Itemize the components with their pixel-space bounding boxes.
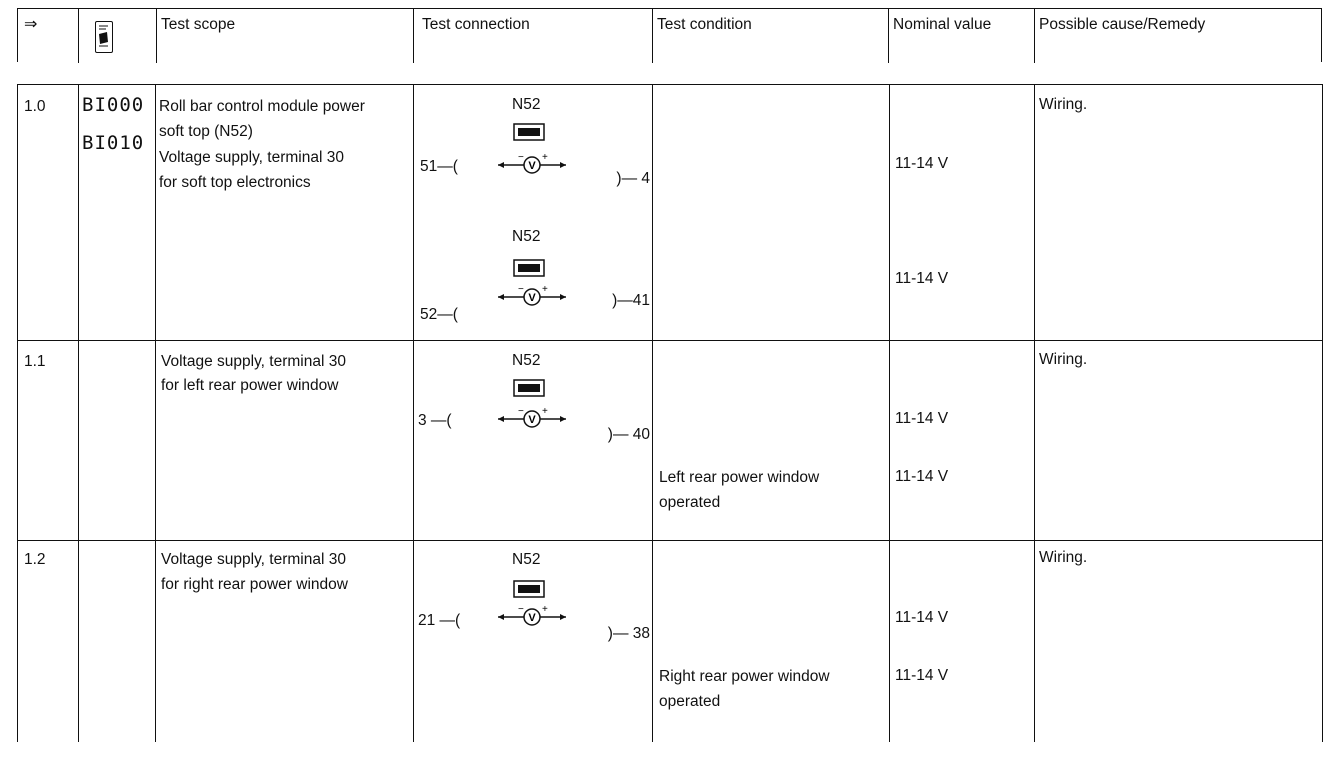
connector-box-icon [512, 579, 552, 599]
pin-left: 52—( [420, 306, 458, 323]
pin-right: )— 4 [616, 170, 650, 187]
svg-text:V: V [528, 160, 536, 172]
pin-right: )— 38 [607, 625, 650, 642]
document-stamp-icon [95, 21, 113, 53]
nominal-value: 11-14 V [895, 155, 949, 172]
scope-line: Voltage supply, terminal 30 [159, 149, 344, 166]
column-divider [155, 85, 156, 742]
remedy-text: Wiring. [1039, 96, 1088, 113]
step-number: 1.2 [24, 551, 46, 568]
column-divider [652, 85, 653, 742]
header-arrow: ⇒ [24, 16, 38, 33]
svg-text:V: V [528, 414, 536, 426]
unit-label: N52 [512, 551, 541, 568]
voltmeter-icon [496, 153, 576, 177]
svg-text:−: − [518, 152, 524, 163]
svg-text:−: − [518, 604, 524, 615]
fault-code: BI000 [82, 94, 145, 116]
test-connection-diagram [414, 551, 650, 671]
condition-line: operated [659, 693, 721, 710]
fault-code: BI010 [82, 132, 145, 154]
voltmeter-icon [496, 285, 576, 309]
scope-line: Voltage supply, terminal 30 [161, 353, 346, 370]
pin-left: 51—( [420, 158, 458, 175]
svg-text:−: − [518, 284, 524, 295]
scope-line: for left rear power window [161, 377, 339, 394]
svg-text:+: + [542, 284, 548, 295]
unit-label: N52 [512, 352, 541, 369]
nominal-value: 11-14 V [895, 609, 949, 626]
test-connection-diagram [414, 96, 650, 216]
svg-text:+: + [542, 406, 548, 417]
test-connection-diagram [414, 228, 650, 348]
condition-line: Left rear power window [659, 469, 820, 486]
svg-text:V: V [528, 612, 536, 624]
header-test-condition: Test condition [652, 9, 888, 63]
nominal-value: 11-14 V [895, 410, 949, 427]
scope-line: soft top (N52) [159, 123, 253, 140]
step-number: 1.0 [24, 98, 46, 115]
connector-box-icon [512, 378, 552, 398]
pin-right: )—41 [612, 292, 650, 309]
connector-box-icon [512, 122, 552, 142]
nominal-value: 11-14 V [895, 667, 949, 684]
unit-label: N52 [512, 228, 541, 245]
condition-line: Right rear power window [659, 668, 830, 685]
condition-line: operated [659, 494, 721, 511]
unit-label: N52 [512, 96, 541, 113]
column-divider [78, 85, 79, 742]
remedy-text: Wiring. [1039, 549, 1088, 566]
scope-line: Roll bar control module power [159, 98, 365, 115]
remedy-text: Wiring. [1039, 351, 1088, 368]
connector-box-icon [512, 258, 552, 278]
nominal-value: 11-14 V [895, 270, 949, 287]
header-test-connection: Test connection [413, 9, 652, 63]
nominal-value: 11-14 V [895, 468, 949, 485]
voltmeter-icon [496, 407, 576, 431]
svg-text:+: + [542, 604, 548, 615]
pin-right: )— 40 [607, 426, 650, 443]
header-icon-cell [78, 9, 156, 63]
header-possible-cause: Possible cause/Remedy [1034, 9, 1321, 63]
row-divider [18, 340, 1322, 341]
header-test-scope: Test scope [156, 9, 413, 63]
scope-line: for soft top electronics [159, 174, 311, 191]
svg-text:−: − [518, 406, 524, 417]
table-header [17, 8, 1322, 62]
step-number: 1.1 [24, 353, 46, 370]
column-divider [889, 85, 890, 742]
column-divider [1034, 85, 1035, 742]
voltmeter-icon [496, 605, 576, 629]
pin-left: 21 —( [418, 612, 461, 629]
svg-text:+: + [542, 152, 548, 163]
scope-line: for right rear power window [161, 576, 348, 593]
header-nominal-value: Nominal value [888, 9, 1034, 63]
scope-line: Voltage supply, terminal 30 [161, 551, 346, 568]
test-connection-diagram [414, 352, 650, 472]
row-divider [18, 540, 1322, 541]
pin-left: 3 —( [418, 412, 452, 429]
svg-text:V: V [528, 292, 536, 304]
